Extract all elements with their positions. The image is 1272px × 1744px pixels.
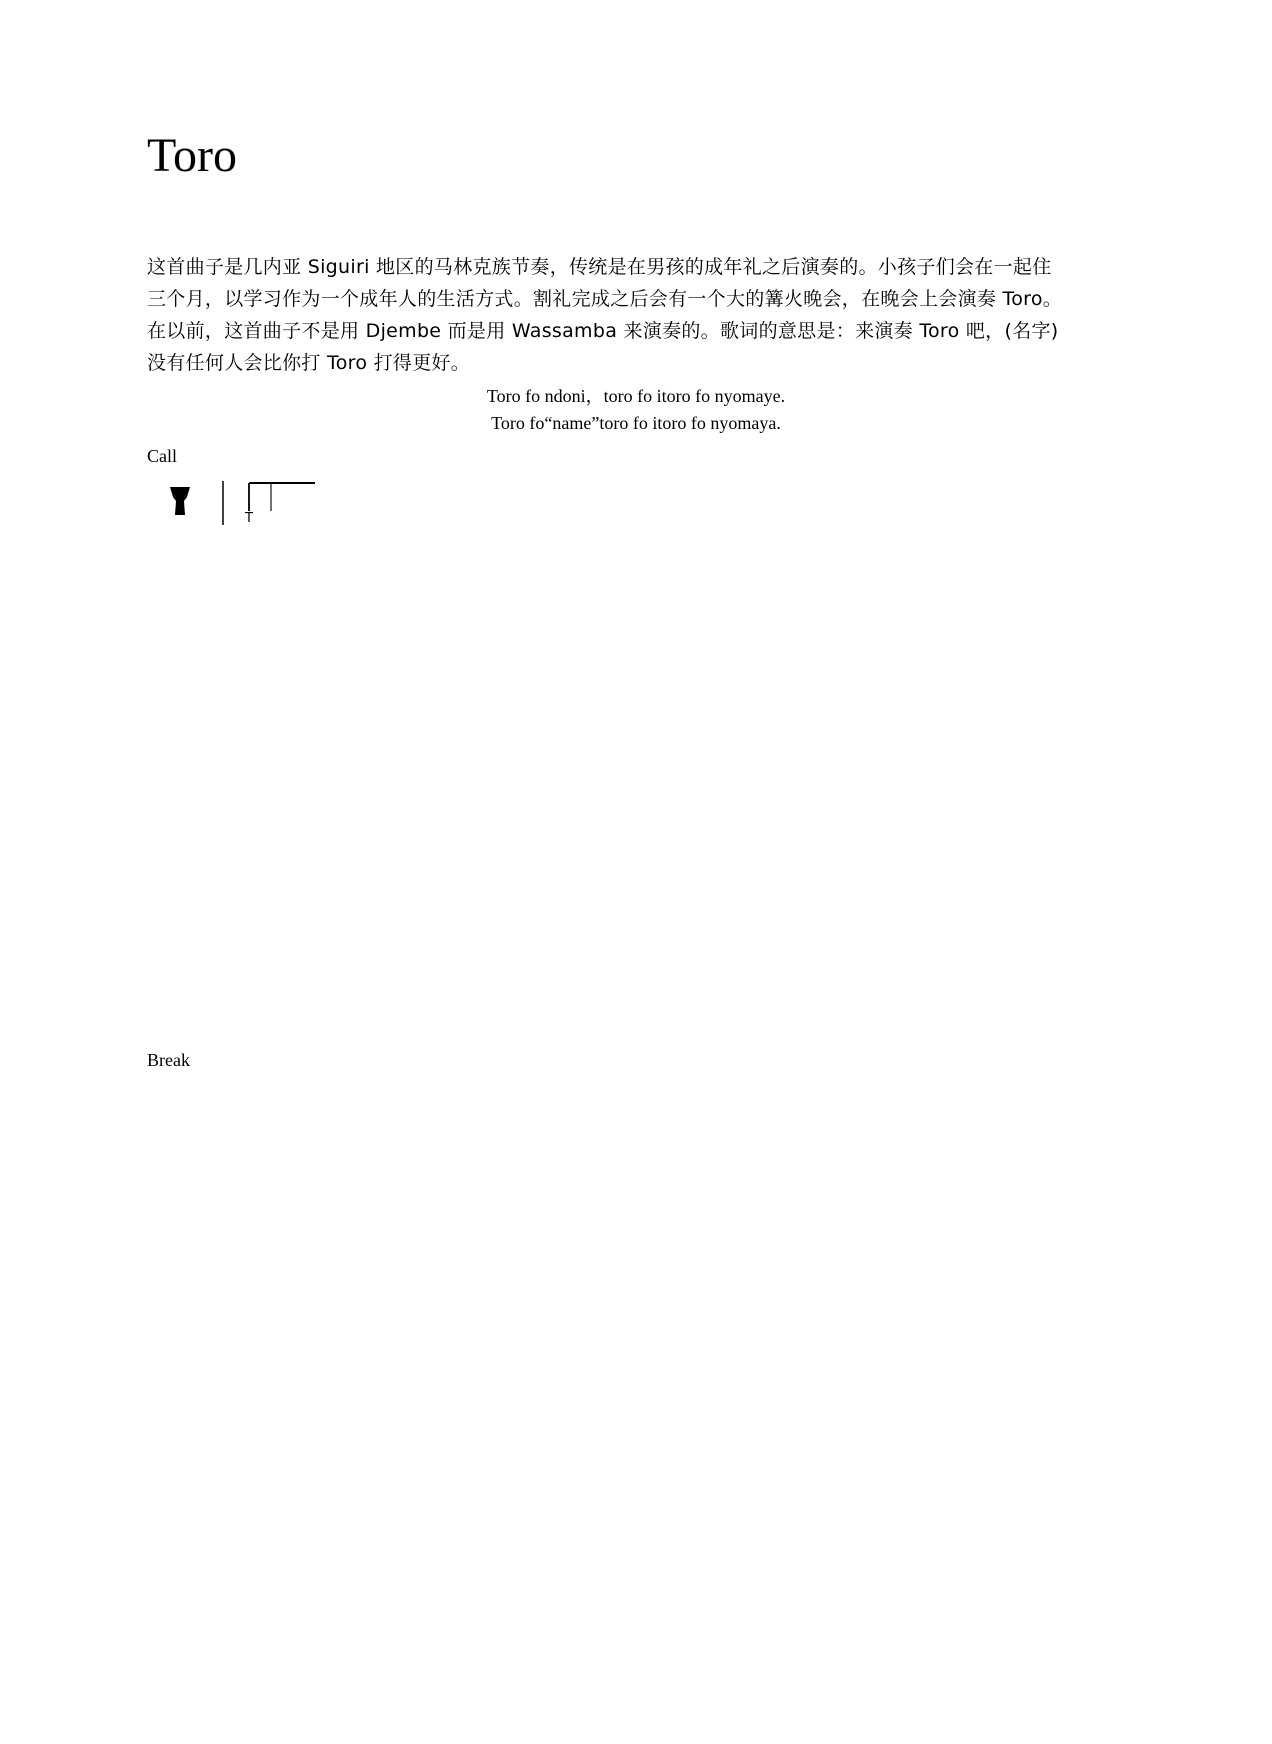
page-title: Toro xyxy=(147,129,237,182)
section-label-call: Call xyxy=(147,446,177,466)
staff-call xyxy=(244,483,315,526)
intro-line-1: 这首曲子是几内亚 Siguiri 地区的马林克族节奏，传统是在男孩的成年礼之后演奏的。小孩子们会在一起住 xyxy=(147,256,1052,278)
section-label-break: Break xyxy=(147,1050,190,1070)
stroke-T: T xyxy=(245,511,253,526)
intro-line-4: 没有任何人会比你打 Toro 打得更好。 xyxy=(147,352,471,374)
intro-line-3: 在以前，这首曲子不是用 Djembe 而是用 Wassamba 来演奏的。歌词的意思是：来演奏 Toro 吧，(名字) xyxy=(147,320,1059,342)
intro-line-2: 三个月，以学习作为一个成年人的生活方式。割礼完成之后会有一个大的篝火晚会，在晚会上会演奏 Toro。 xyxy=(147,288,1063,310)
beat-group xyxy=(244,483,315,526)
lyric-line-2: Toro fo“name”toro fo itoro fo nyomaya. xyxy=(491,413,781,433)
lyric-line-1: Toro fo ndoni，toro fo itoro fo nyomaye. xyxy=(486,386,786,406)
djembe-icon xyxy=(170,487,190,515)
